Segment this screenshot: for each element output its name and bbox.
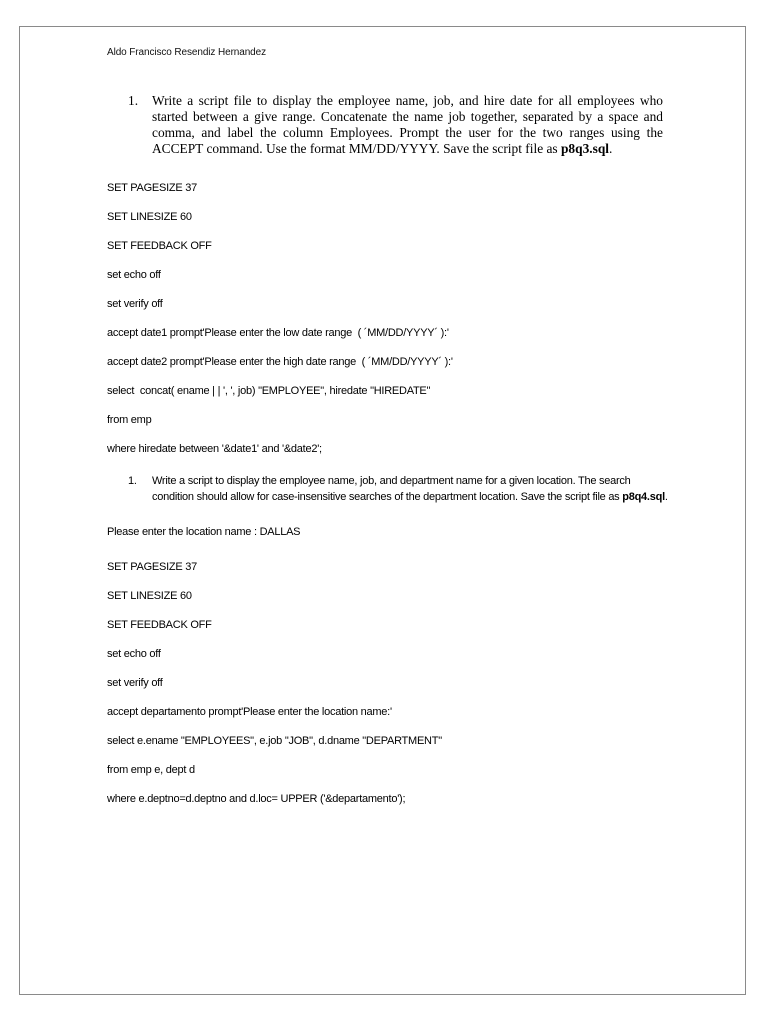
author-name: Aldo Francisco Resendiz Hernandez	[107, 47, 267, 58]
script1-line: SET PAGESIZE 37	[107, 182, 197, 194]
script2-line: accept departamento prompt'Please enter the location name:'	[107, 706, 392, 718]
question-1-text: Write a script file to display the employee name, job, and hire date for all employees who started between a give range. Concatenate the name job together, separated by a space and comma, and label the column Employees. Prompt the user for the two ranges using the ACCEPT command. Use the format MM/DD/YYYY. Save the script file as p8q3.sql.	[152, 93, 663, 156]
script1-line: select concat( ename | | ', ', job) "EMPLOYEE", hiredate "HIREDATE"	[107, 385, 431, 397]
script1-line: accept date2 prompt'Please enter the high date range ( ´MM/DD/YYYY´ ):'	[107, 356, 453, 368]
script1-line: SET LINESIZE 60	[107, 211, 192, 223]
script2-line: set verify off	[107, 677, 163, 689]
script2-line: SET FEEDBACK OFF	[107, 619, 212, 631]
script1-line: set echo off	[107, 269, 161, 281]
script2-line: set echo off	[107, 648, 161, 660]
script1-line: from emp	[107, 414, 152, 426]
document-page	[19, 26, 746, 995]
question-1-number: 1.	[128, 93, 139, 108]
script1-line: accept date1 prompt'Please enter the low date range ( ´MM/DD/YYYY´ ):'	[107, 327, 449, 339]
script1-line: SET FEEDBACK OFF	[107, 240, 212, 252]
script1-line: set verify off	[107, 298, 163, 310]
question-1	[128, 93, 663, 157]
script1-line: where hiredate between '&date1' and '&date2';	[107, 443, 322, 455]
script2-line: select e.ename "EMPLOYEES", e.job "JOB", d.dname "DEPARTMENT"	[107, 735, 442, 747]
question-2-text: Write a script to display the employee name, job, and department name for a given location. The search condition should allow for case-insensitive searches of the department location. Save the script file as p8q4.sql.	[152, 475, 668, 503]
question-2	[128, 473, 668, 505]
location-prompt-line: Please enter the location name : DALLAS	[107, 526, 301, 538]
script2-line: SET LINESIZE 60	[107, 590, 192, 602]
question-1-filename: p8q3.sql	[560, 141, 609, 156]
question-2-number: 1.	[128, 475, 137, 487]
question-2-filename: p8q4.sql	[622, 491, 665, 503]
script2-line: where e.deptno=d.deptno and d.loc= UPPER ('&departamento');	[107, 793, 406, 805]
script2-line: from emp e, dept d	[107, 764, 195, 776]
script2-line: SET PAGESIZE 37	[107, 561, 197, 573]
